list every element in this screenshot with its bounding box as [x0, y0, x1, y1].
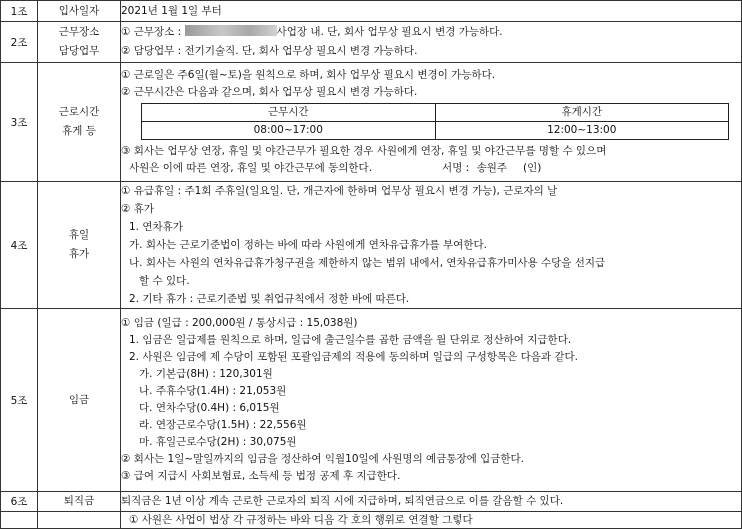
contract-row-6 [1, 492, 742, 512]
work-hours-value: 08:00~17:00 [142, 122, 436, 140]
article-number: 4조 [1, 182, 38, 309]
content-line: 1. 임금은 일급제를 원칙으로 하며, 일급에 출근일수를 곱한 금액을 월 단위로 정산하여 지급한다. [129, 334, 572, 346]
workplace-text: 사업장 내. 단, 회사 업무상 필요시 변경 가능하다. [276, 26, 503, 38]
start-date-text: 2021년 1월 1일 부터 [121, 5, 222, 17]
article-number: 1조 [1, 1, 38, 22]
wage-item: 나. 주휴수당(1.4H) : 21,053원 [139, 385, 287, 397]
content-line: 가. 회사는 근로기준법이 정하는 바에 따라 사원에게 연차유급휴가를 부여한다. [129, 239, 487, 251]
article-category [38, 63, 121, 182]
article-number: 6조 [1, 492, 38, 512]
contract-row-5 [1, 309, 742, 492]
article-number: 5조 [1, 309, 38, 492]
work-hours-header: 근무시간 [142, 104, 436, 122]
content-line: ① 근로일은 주6일(월~토)을 원칙으로 하며, 회사 업무상 필요시 변경이 가능하다. [121, 69, 496, 81]
article-content [121, 182, 742, 309]
category-line-1: 휴일 [68, 229, 90, 241]
contract-row-2 [1, 22, 742, 63]
article-content [121, 22, 742, 63]
article-content [121, 1, 742, 22]
article-number: 3조 [1, 63, 38, 182]
seal-mark: (인) [523, 162, 542, 174]
category-line-2: 휴게 등 [62, 125, 96, 137]
category-line-2: 휴가 [68, 248, 90, 260]
wage-item: 라. 연장근로수당(1.5H) : 22,556원 [139, 419, 307, 431]
article-category [38, 182, 121, 309]
article-category [38, 512, 121, 529]
content-line: 2. 사원은 임금에 제 수당이 포함된 포괄임금제의 적용에 동의하며 일급의 구성항목은 다음과 같다. [129, 351, 578, 363]
work-hours-table [141, 103, 729, 140]
content-line: ① 임금 (일급 : 200,000원 / 통상시급 : 15,038원) [121, 317, 358, 329]
content-line: 퇴직금은 1년 이상 계속 근로한 근로자의 퇴직 시에 지급하며, 퇴직연금으로 이를 갈음할 수 있다. [121, 495, 564, 507]
contract-row-3 [1, 63, 742, 182]
content-line: ② 담당업무 : 전기기술직. 단, 회사 업무상 필요시 변경 가능하다. [121, 45, 418, 57]
article-number [1, 512, 38, 529]
article-category: 임금 [38, 309, 121, 492]
contract-row-7 [1, 512, 742, 529]
content-line: ① 유급휴일 : 주1회 주휴일(일요일. 단, 개근자에 한하며 업무상 필요시 변경 가능), 근로자의 날 [121, 185, 558, 197]
content-line: ② 휴가 [121, 203, 155, 215]
signature-label: 서명 : [442, 162, 470, 174]
content-line: ① 사원은 사업이 법상 각 규정하는 바와 디음 각 호의 행위로 연결할 그렇다 [129, 514, 473, 526]
content-line: 할 수 있다. [139, 275, 190, 287]
category-line-2: 담당업무 [58, 45, 100, 57]
category-line-1: 근무장소 [58, 26, 100, 38]
content-line: ② 회사는 1일~말일까지의 임금을 정산하여 익월10일에 사원명의 예금통장에 입금한다. [121, 453, 525, 465]
signature-name: 송원주 [476, 162, 507, 174]
consent-text: 사원은 이에 따른 연장, 휴일 및 야간근무에 동의한다. [129, 162, 373, 174]
article-content [121, 309, 742, 492]
contract-row-4 [1, 182, 742, 309]
wage-item: 다. 연차수당(0.4H) : 6,015원 [139, 402, 280, 414]
break-hours-header: 휴게시간 [435, 104, 729, 122]
content-line: ② 근무시간은 다음과 같으며, 회사 업무상 필요시 변경 가능하다. [121, 86, 418, 98]
redacted-address [185, 25, 277, 36]
article-category [38, 22, 121, 63]
article-category: 퇴직금 [38, 492, 121, 512]
workplace-label: ① 근무장소 : [121, 26, 185, 38]
contract-row-1 [1, 1, 742, 22]
wage-item: 마. 휴일근로수당(2H) : 30,075원 [139, 436, 297, 448]
content-line: ③ 회사는 업무상 연장, 휴일 및 야간근무가 필요한 경우 사원에게 연장, 휴일 및 야간근무를 명할 수 있으며 [121, 145, 607, 157]
article-content [121, 492, 742, 512]
article-category: 입사일자 [38, 1, 121, 22]
wage-item: 가. 기본급(8H) : 120,301원 [139, 368, 273, 380]
break-hours-value: 12:00~13:00 [435, 122, 729, 140]
content-line: 2. 기타 휴가 : 근로기준법 및 취업규칙에서 정한 바에 따른다. [129, 293, 410, 305]
article-number: 2조 [1, 22, 38, 63]
content-line [121, 160, 741, 177]
article-content [121, 63, 742, 182]
content-line: ③ 급여 지급시 사회보험료, 소득세 등 법정 공제 후 지급한다. [121, 470, 401, 482]
category-line-1: 근로시간 [58, 106, 100, 118]
content-line [121, 23, 741, 42]
article-content [121, 512, 742, 529]
content-line: 1. 연차휴가 [129, 221, 183, 233]
content-line: 나. 회사는 사원의 연차유급휴가청구권을 제한하지 않는 범위 내에서, 연차유급휴가미사용 수당을 선지급 [129, 257, 606, 269]
